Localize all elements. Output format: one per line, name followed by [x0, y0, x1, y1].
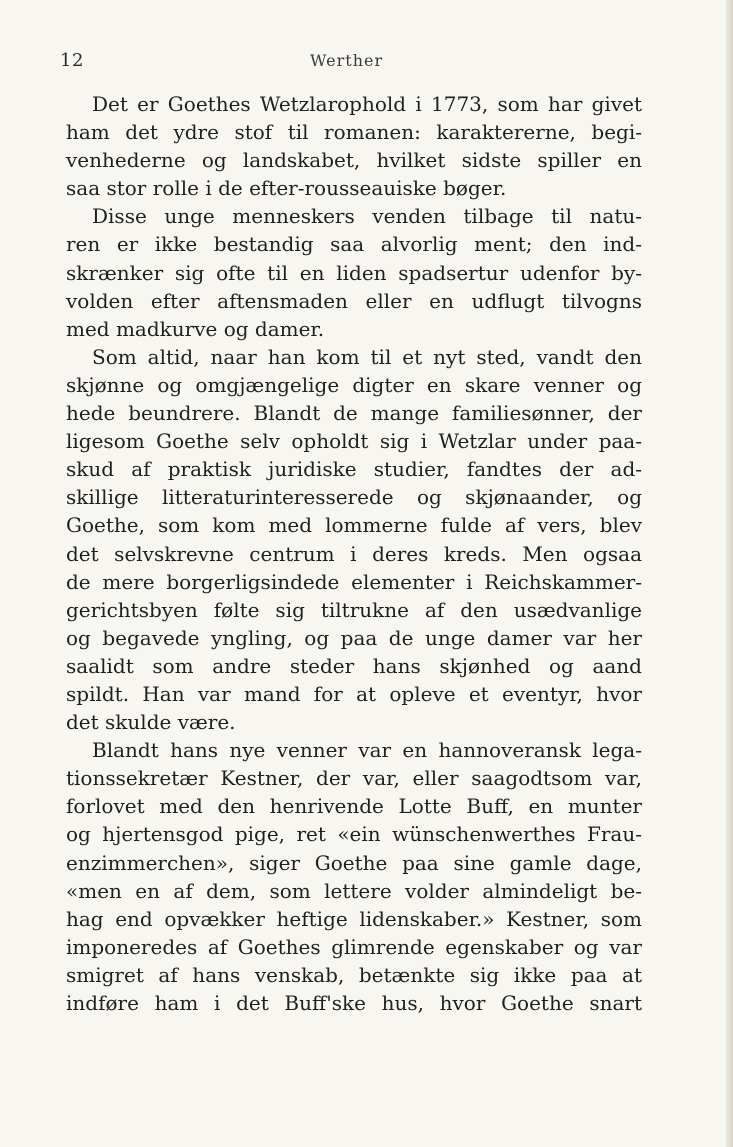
text-line: hede beundrere. Blandt de mange familiesønner, der — [66, 401, 642, 426]
text-line: hag end opvækker heftige lidenskaber.» Kestner, som — [66, 906, 642, 931]
running-head — [0, 50, 733, 74]
text-line: enzimmerchen», siger Goethe paa sine gamle dage, — [66, 850, 642, 875]
text-line: Det er Goethes Wetzlarophold i 1773, som har givet — [92, 92, 642, 116]
text-line: imponeredes af Goethes glimrende egenskaber og var — [66, 934, 642, 959]
text-line: ren er ikke bestandig saa alvorlig ment; den ind- — [66, 232, 642, 257]
text-line: saalidt som andre steder hans skjønhed og aand — [66, 653, 642, 678]
text-line: de mere borgerligsindede elementer i Reichskammer- — [66, 569, 642, 594]
text-line: gerichtsbyen følte sig tiltrukne af den usædvanlige — [66, 597, 642, 622]
text-line: saa stor rolle i de efter-rousseauiske bøger. — [66, 176, 507, 201]
text-line: skillige litteraturinteresserede og skjønaander, og — [66, 485, 642, 510]
text-line: tionssekretær Kestner, der var, eller saagodtsom var, — [66, 766, 642, 791]
running-title: Werther — [310, 51, 384, 70]
text-line: Disse unge menneskers venden tilbage til natu- — [92, 204, 642, 229]
page-number: 12 — [60, 50, 84, 71]
text-line: Som altid, naar han kom til et nyt sted, vandt den — [92, 344, 642, 369]
text-line: og hjertensgod pige, ret «ein wünschenwerthes Frau- — [66, 822, 642, 847]
body-text — [66, 90, 642, 1017]
text-line: ham det ydre stof til romanen: karaktererne, begi- — [66, 120, 642, 145]
text-line: med madkurve og damer. — [66, 316, 325, 341]
text-line: Goethe, som kom med lommerne fulde af vers, blev — [66, 513, 642, 538]
text-line: «men en af dem, som lettere volder almindeligt be- — [66, 878, 642, 903]
text-line: smigret af hans venskab, betænkte sig ikke paa at — [66, 962, 642, 987]
text-line: og begavede yngling, og paa de unge damer var her — [66, 625, 642, 650]
text-line: det selvskrevne centrum i deres kreds. Men ogsaa — [66, 541, 642, 566]
text-line: spildt. Han var mand for at opleve et eventyr, hvor — [66, 681, 642, 706]
text-line: volden efter aftensmaden eller en udflugt tilvogns — [66, 288, 642, 313]
text-line: det skulde være. — [66, 710, 236, 735]
text-line: skud af praktisk juridiske studier, fandtes der ad- — [66, 457, 642, 482]
text-line: Blandt hans nye venner var en hannoveransk lega- — [92, 738, 642, 763]
text-line: venhederne og landskabet, hvilket sidste spiller en — [66, 148, 642, 173]
text-line: skrænker sig ofte til en liden spadsertur udenfor by- — [66, 260, 642, 285]
text-line: ligesom Goethe selv opholdt sig i Wetzlar under paa- — [66, 429, 642, 454]
text-line: forlovet med den henrivende Lotte Buff, en munter — [66, 794, 642, 819]
text-line: indføre ham i det Buff'ske hus, hvor Goethe snart — [66, 991, 642, 1015]
page-edge — [726, 0, 733, 1147]
text-line: skjønne og omgjængelige digter en skare venner og — [66, 372, 642, 397]
